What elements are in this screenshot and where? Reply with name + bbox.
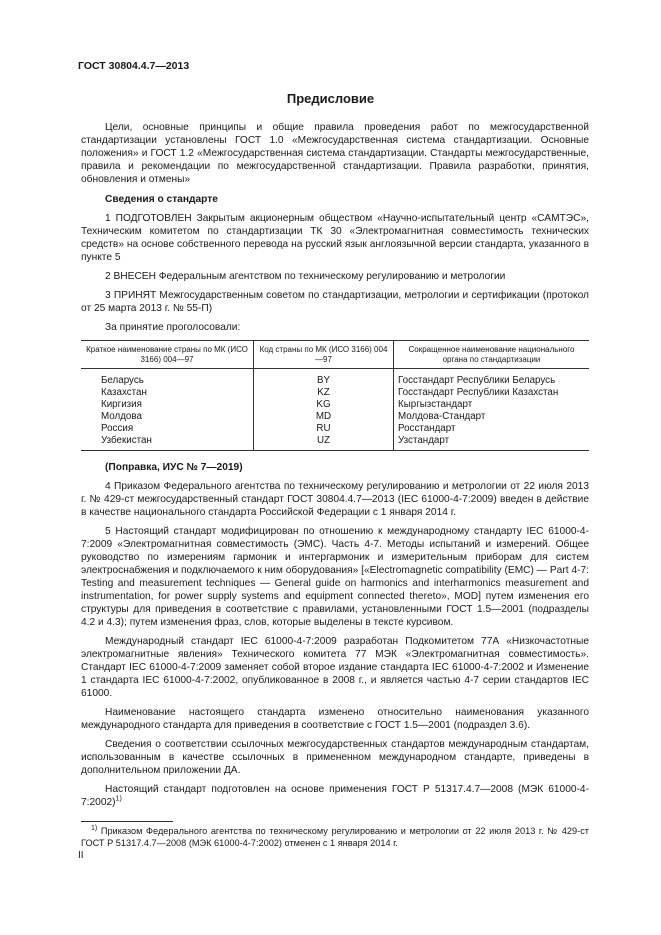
foreword-body xyxy=(81,121,589,815)
footnote-text xyxy=(81,825,589,849)
cell-country: Киргизия xyxy=(81,399,254,411)
vote-intro: За принятие проголосовали: xyxy=(105,322,241,333)
cell-country: Молдова xyxy=(81,411,254,423)
cell-body: Кыргызстандарт xyxy=(398,399,473,410)
cell-code: KG xyxy=(254,399,394,411)
document-code: ГОСТ 30804.4.7—2013 xyxy=(78,60,190,72)
origin-paragraph: Международный стандарт IEC 61000-4-7:2009 разработан Подкомитетом 77А «Низкочастотные электромагнитные явления» Технического комитета 77 МЭК «Электромагнитная совместимость». Стандарт IEC 61000-4-7:2009 заменяет собой второе издание стандарта IEC 61000-4-7:2002 и Изменение 1 стандарта IEC 61000-4-7:2002, опубликованное в 2008 г., и является частью 4-7 серии стандартов IEC 61000. xyxy=(81,636,589,699)
footnote-marker: 1) xyxy=(91,824,98,832)
cell-country: Казахстан xyxy=(81,387,254,399)
table-row xyxy=(81,369,589,388)
title-change-paragraph: Наименование настоящего стандарта изменено относительно наименования указанного международного стандарта для приведения в соответствие с ГОСТ 1.5—2001 (подраздел 3.6). xyxy=(81,707,589,731)
item-3-paragraph: 3 ПРИНЯТ Межгосударственным советом по стандартизации, метрологии и сертификации (протокол от 25 марта 2013 г. № 55-П) xyxy=(81,290,589,314)
basis-paragraph xyxy=(81,783,589,809)
cell-body: Молдова-Стандарт xyxy=(398,411,486,422)
cell-country: Россия xyxy=(81,423,254,435)
cell-country: Узбекистан xyxy=(81,435,254,451)
cell-body: Госстандарт Республики Беларусь xyxy=(398,375,556,386)
amendment-note: (Поправка, ИУС № 7—2019) xyxy=(105,462,243,473)
item-4-paragraph: 4 Приказом Федерального агентства по техническому регулированию и метрологии от 22 июля 2013 г. № 429-ст межгосударственный стандарт ГОСТ 30804.4.7—2013 (IEC 61000-4-7:2009) введен в действие в качестве национального стандарта Российской Федерации с 1 января 2014 г. xyxy=(81,481,589,518)
cell-code: MD xyxy=(254,411,394,423)
cell-body: Госстандарт Республики Казахстан xyxy=(398,387,559,398)
item-2-paragraph: 2 ВНЕСЕН Федеральным агентством по техническому регулированию и метрологии xyxy=(105,271,506,282)
column-header-code: Код страны по МК (ИСО 3166) 004—97 xyxy=(254,341,394,369)
cell-body: Узстандарт xyxy=(394,435,590,451)
cell-code: BY xyxy=(254,369,394,388)
table-row xyxy=(81,399,589,411)
footnotes xyxy=(81,821,589,849)
cell-code: UZ xyxy=(254,435,394,451)
page-number: II xyxy=(78,850,84,861)
table-row xyxy=(81,423,589,435)
item-1-paragraph: 1 ПОДГОТОВЛЕН Закрытым акционерным обществом «Научно-испытательный центр «САМТЭС», Техническим комитетом по стандартизации ТК 30 «Электромагнитная совместимость технических средств» на основе собственного перевода на русский язык англоязычной версии стандарта, указанного в пункте 5 xyxy=(81,213,589,263)
column-header-country: Краткое наименование страны по МК (ИСО 3166) 004—97 xyxy=(81,341,254,369)
cell-code: KZ xyxy=(254,387,394,399)
column-header-body: Сокращенное наименование национального органа по стандартизации xyxy=(394,341,590,369)
page-title: Предисловие xyxy=(286,91,375,106)
voting-table xyxy=(81,340,589,451)
cell-country: Беларусь xyxy=(81,369,254,388)
table-row xyxy=(81,435,589,451)
table-header-row xyxy=(81,341,589,369)
basis-text: Настоящий стандарт подготовлен на основе применения ГОСТ Р 51317.4.7—2008 (МЭК 61000-4-7:2002) xyxy=(81,784,589,808)
section-heading: Сведения о стандарте xyxy=(105,194,218,205)
cell-code: RU xyxy=(254,423,394,435)
cell-body: Росстандарт xyxy=(398,423,456,434)
table-row xyxy=(81,387,589,399)
references-paragraph: Сведения о соответствии ссылочных межгосударственных стандартов международным стандартам, использованным в качестве ссылочных в примененном международном стандарте, приведены в дополнительном приложении ДА. xyxy=(81,739,589,776)
footnote-body: Приказом Федерального агентства по техническому регулированию и метрологии от 22 июля 2013 г. № 429-ст ГОСТ Р 51317.4.7—2008 (МЭК 61000-4-7:2002) отменен с 1 января 2014 г. xyxy=(81,826,589,848)
footnote-divider xyxy=(81,821,173,822)
table-row xyxy=(81,411,589,423)
intro-paragraph: Цели, основные принципы и общие правила проведения работ по межгосударственной стандартизации установлены ГОСТ 1.0 «Межгосударственная система стандартизации. Основные положения» и ГОСТ 1.2 «Межгосударственная система стандартизации. Стандарты межгосударственные, правила и рекомендации по межгосударственной стандартизации. Правила разработки, принятия, обновления и отмены» xyxy=(81,122,589,185)
footnote-ref[interactable]: 1) xyxy=(115,795,122,803)
item-5-paragraph: 5 Настоящий стандарт модифицирован по отношению к международному стандарту IEC 61000-4-7:2009 «Электромагнитная совместимость (ЭМС). Часть 4-7. Методы испытаний и измерений. Общее руководство по измерениям гармоник и интергармоник и измерительным приборам для систем электроснабжения и подключаемого к ним оборудования» [«Electromagnetic compatibility (EMC) — Part 4-7: Testing and measurement techniques — General guide on harmonics and interharmonics measurement and instrumentation, for power supply systems and equipment connected thereto», MOD] путем изменения его структуры для приведения в соответствие с правилами, установленными ГОСТ 1.5—2001 (подразделы 4.2 и 4.3); путем изменения фраз, слов, которые выделены в тексте курсивом. xyxy=(81,526,589,628)
